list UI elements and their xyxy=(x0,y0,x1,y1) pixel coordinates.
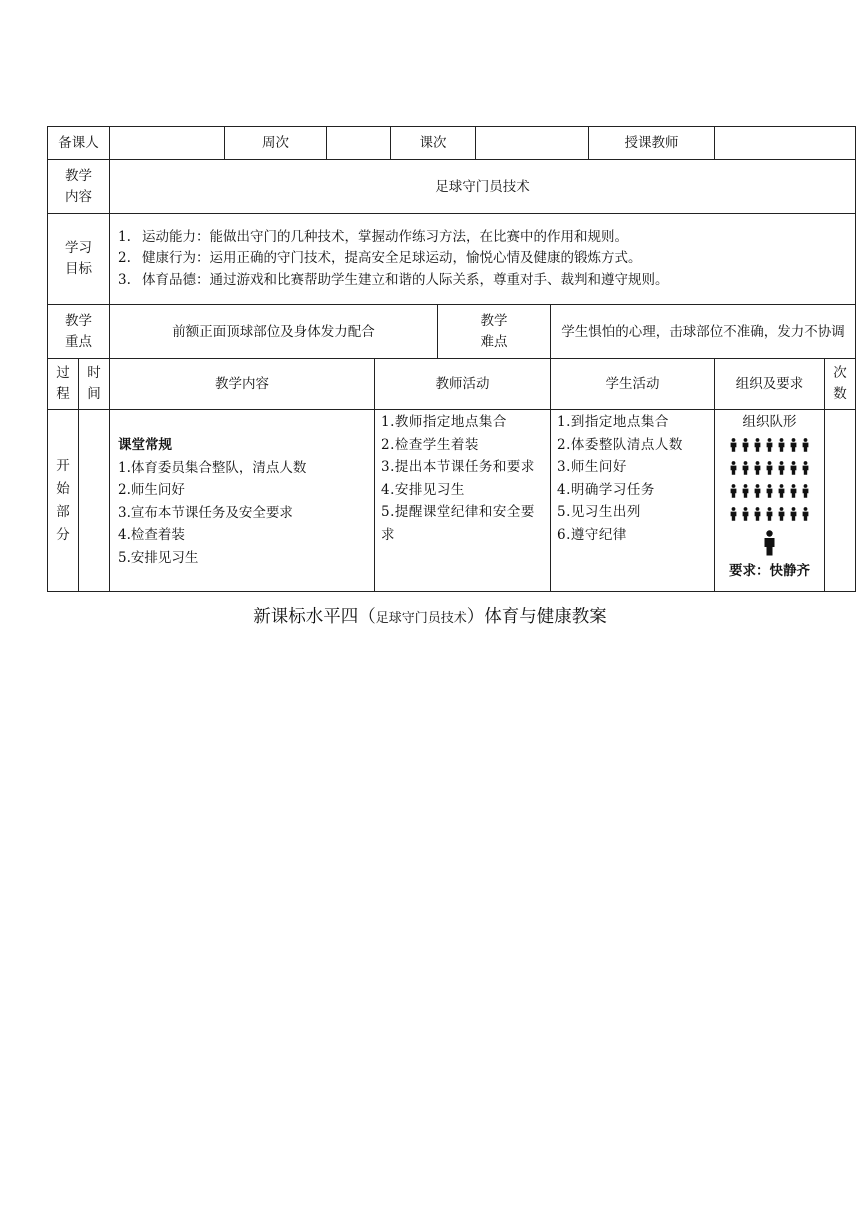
content-item: 4.检查着装 xyxy=(118,527,185,544)
lesson-value xyxy=(476,127,589,160)
content-value: 足球守门员技术 xyxy=(110,160,856,214)
student-person-icon xyxy=(802,461,809,475)
student-item: 6.遵守纪律 xyxy=(557,526,627,543)
week-value xyxy=(327,127,391,160)
column-header-row xyxy=(48,359,856,410)
content-title: 课堂常规 xyxy=(118,437,172,453)
preparer-label: 备课人 xyxy=(48,127,110,160)
goals-label-text: 学习目标 xyxy=(65,240,92,277)
teacher-item: 1.教师指定地点集合 xyxy=(381,414,507,430)
footer-prefix: 新课标水平四（ xyxy=(253,607,376,627)
student-person-icon xyxy=(742,438,749,452)
teacher-label: 授课教师 xyxy=(589,127,715,160)
col-content: 教学内容 xyxy=(110,359,375,410)
footer-suffix: ）体育与健康教案 xyxy=(466,607,607,627)
student-item: 1.到指定地点集合 xyxy=(557,414,669,430)
page-footer-title xyxy=(0,603,860,628)
student-person-icon xyxy=(742,461,749,475)
formation-row xyxy=(715,480,824,503)
student-person-icon xyxy=(754,438,761,452)
goals-list xyxy=(110,214,856,305)
student-person-icon xyxy=(730,484,737,498)
content-item: 2.师生问好 xyxy=(118,482,185,499)
student-person-icon xyxy=(790,461,797,475)
teacher-value xyxy=(715,127,856,160)
start-teacher xyxy=(375,410,551,592)
student-person-icon xyxy=(790,484,797,498)
start-time xyxy=(79,410,110,592)
student-person-icon xyxy=(754,507,761,521)
goal-item: 1. 运动能力：能做出守门的几种技术，掌握动作练习方法，在比赛中的作用和规则。 xyxy=(118,228,628,245)
student-person-icon xyxy=(802,484,809,498)
col-teacher: 教师活动 xyxy=(375,359,551,410)
col-count: 次数 xyxy=(825,359,856,410)
goals-row xyxy=(48,214,856,305)
col-process: 过程 xyxy=(48,359,79,410)
content-row xyxy=(48,160,856,214)
difficulty-value: 学生惧怕的心理，击球部位不准确，发力不协调 xyxy=(551,305,856,359)
difficulty-label-text: 教学难点 xyxy=(480,312,508,350)
student-person-icon xyxy=(742,484,749,498)
keypoints-row xyxy=(48,305,856,359)
teacher-person-icon xyxy=(763,530,776,556)
header-row xyxy=(48,127,856,160)
teacher-item: 2.检查学生着装 xyxy=(381,436,479,453)
col-time: 时间 xyxy=(79,359,110,410)
student-person-icon xyxy=(730,438,737,452)
teacher-item: 5.提醒课堂纪律和安全要求 xyxy=(381,504,535,543)
student-person-icon xyxy=(742,507,749,521)
student-person-icon xyxy=(778,507,785,521)
student-person-icon xyxy=(754,484,761,498)
formation-row xyxy=(715,434,824,457)
col-organization: 组织及要求 xyxy=(715,359,825,410)
key-value: 前额正面顶球部位及身体发力配合 xyxy=(110,305,438,359)
student-item: 3.师生问好 xyxy=(557,459,627,476)
preparer-value xyxy=(110,127,225,160)
student-person-icon xyxy=(778,461,785,475)
col-student: 学生活动 xyxy=(551,359,715,410)
student-item: 4.明确学习任务 xyxy=(557,481,655,498)
start-content xyxy=(110,410,375,592)
student-person-icon xyxy=(766,507,773,521)
difficulty-label xyxy=(438,305,551,359)
goal-item: 2. 健康行为：运用正确的守门技术，提高安全足球运动，愉悦心情及健康的锻炼方式。 xyxy=(118,250,642,267)
student-person-icon xyxy=(790,438,797,452)
student-person-icon xyxy=(766,438,773,452)
student-person-icon xyxy=(778,484,785,498)
requirement-text: 要求：快静齐 xyxy=(729,562,810,579)
goal-item: 3. 体育品德：通过游戏和比赛帮助学生建立和谐的人际关系，尊重对手、裁判和遵守规则。 xyxy=(118,271,669,288)
week-label: 周次 xyxy=(225,127,327,160)
formation-title: 组织队形 xyxy=(742,414,797,430)
lesson-plan-sheet xyxy=(47,126,847,592)
content-item: 3.宣布本节课任务及安全要求 xyxy=(118,504,293,521)
start-student xyxy=(551,410,715,592)
student-person-icon xyxy=(790,507,797,521)
start-count xyxy=(825,410,856,592)
content-item: 1.体育委员集合整队，清点人数 xyxy=(118,459,307,476)
student-person-icon xyxy=(802,507,809,521)
key-label xyxy=(48,305,110,359)
content-item: 5.安排见习生 xyxy=(118,549,199,566)
lesson-label: 课次 xyxy=(391,127,476,160)
content-label xyxy=(48,160,110,214)
content-label-text: 教学内容 xyxy=(65,167,92,205)
start-process: 开始部分 xyxy=(48,410,79,592)
footer-topic: 足球守门员技术 xyxy=(375,611,467,626)
start-organization xyxy=(715,410,825,592)
teacher-figure xyxy=(715,526,824,560)
formation-row xyxy=(715,457,824,480)
student-person-icon xyxy=(766,461,773,475)
teacher-item: 3.提出本节课任务和要求 xyxy=(381,459,535,476)
start-section-row xyxy=(48,410,856,592)
student-person-icon xyxy=(730,461,737,475)
student-person-icon xyxy=(730,507,737,521)
formation-diagram xyxy=(715,434,824,526)
teacher-item: 4.安排见习生 xyxy=(381,481,465,498)
student-person-icon xyxy=(802,438,809,452)
key-label-text: 教学重点 xyxy=(65,312,92,350)
student-person-icon xyxy=(754,461,761,475)
formation-row xyxy=(715,503,824,526)
student-item: 5.见习生出列 xyxy=(557,504,641,521)
lesson-plan-table xyxy=(47,126,856,592)
student-item: 2.体委整队清点人数 xyxy=(557,436,683,453)
student-person-icon xyxy=(778,438,785,452)
goals-label xyxy=(48,214,110,305)
student-person-icon xyxy=(766,484,773,498)
